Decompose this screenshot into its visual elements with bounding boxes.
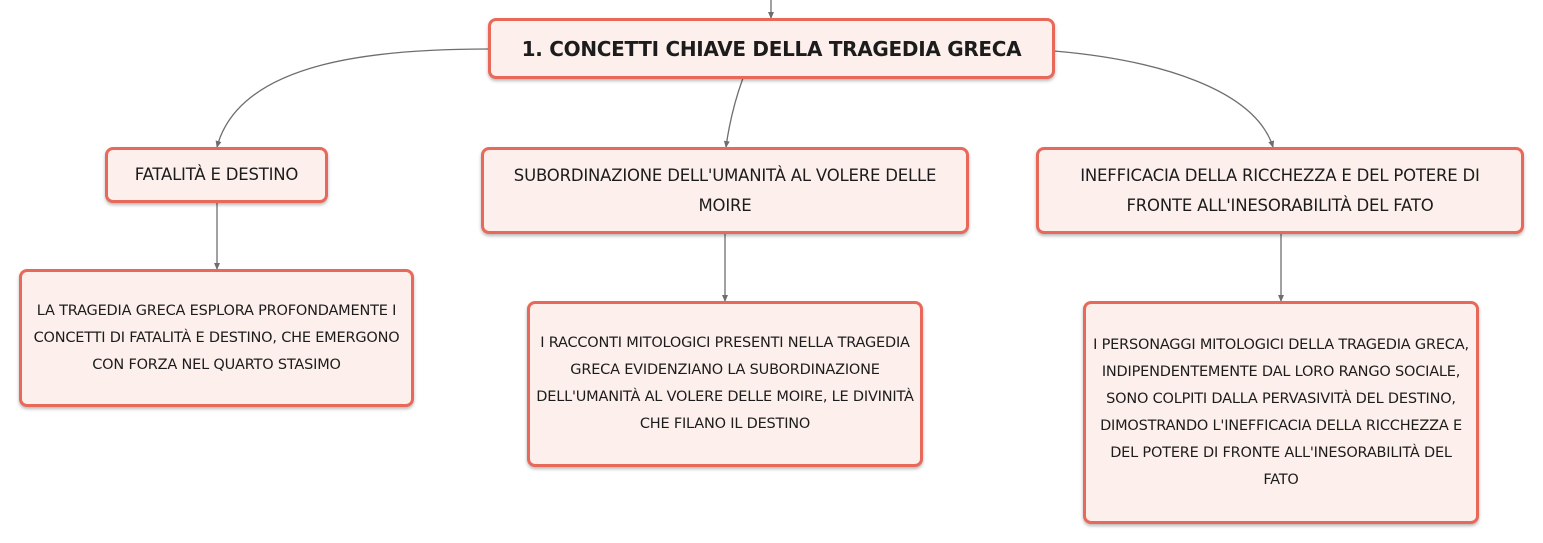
connector-root-to-subordinazione [726,78,743,147]
topic-node-fatalita[interactable] [105,147,328,203]
detail-node-inefficacia[interactable] [1083,301,1479,524]
detail-node-text: I PERSONAGGI MITOLOGICI DELLA TRAGEDIA GRECA, INDIPENDENTEMENTE DAL LORO RANGO SOCIALE, SONO COLPITI DALLA PERVASIVITÀ DEL DESTINO, DIMOSTRANDO L'INEFFICACIA DELLA RICCHEZZA E DEL POTERE DI FRONTE ALL'INESORABILITÀ DEL FATO [1093,336,1469,488]
detail-node-text: I RACCONTI MITOLOGICI PRESENTI NELLA TRAGEDIA GRECA EVIDENZIANO LA SUBORDINAZIONE DELL'UMANITÀ AL VOLERE DELLE MOIRE, LE DIVINITÀ CHE FILANO IL DESTINO [536,335,914,432]
topic-node-label: INEFFICACIA DELLA RICCHEZZA E DEL POTERE DI FRONTE ALL'INESORABILITÀ DEL FATO [1080,165,1480,215]
topic-node-label: FATALITÀ E DESTINO [134,165,299,184]
connector-root-to-fatalita [217,49,488,147]
root-node[interactable] [488,18,1055,79]
detail-node-text: LA TRAGEDIA GRECA ESPLORA PROFONDAMENTE I CONCETTI DI FATALITÀ E DESTINO, CHE EMERGONO CON FORZA NEL QUARTO STASIMO [33,302,400,373]
topic-node-subordinazione[interactable] [481,147,969,234]
root-node-label: 1. CONCETTI CHIAVE DELLA TRAGEDIA GRECA [521,36,1022,61]
connector-root-to-inefficacia [1054,51,1273,147]
detail-node-subordinazione[interactable] [527,301,923,467]
topic-node-inefficacia[interactable] [1036,147,1524,234]
detail-node-fatalita[interactable] [19,269,414,407]
topic-node-label: SUBORDINAZIONE DELL'UMANITÀ AL VOLERE DELLE MOIRE [513,165,937,215]
